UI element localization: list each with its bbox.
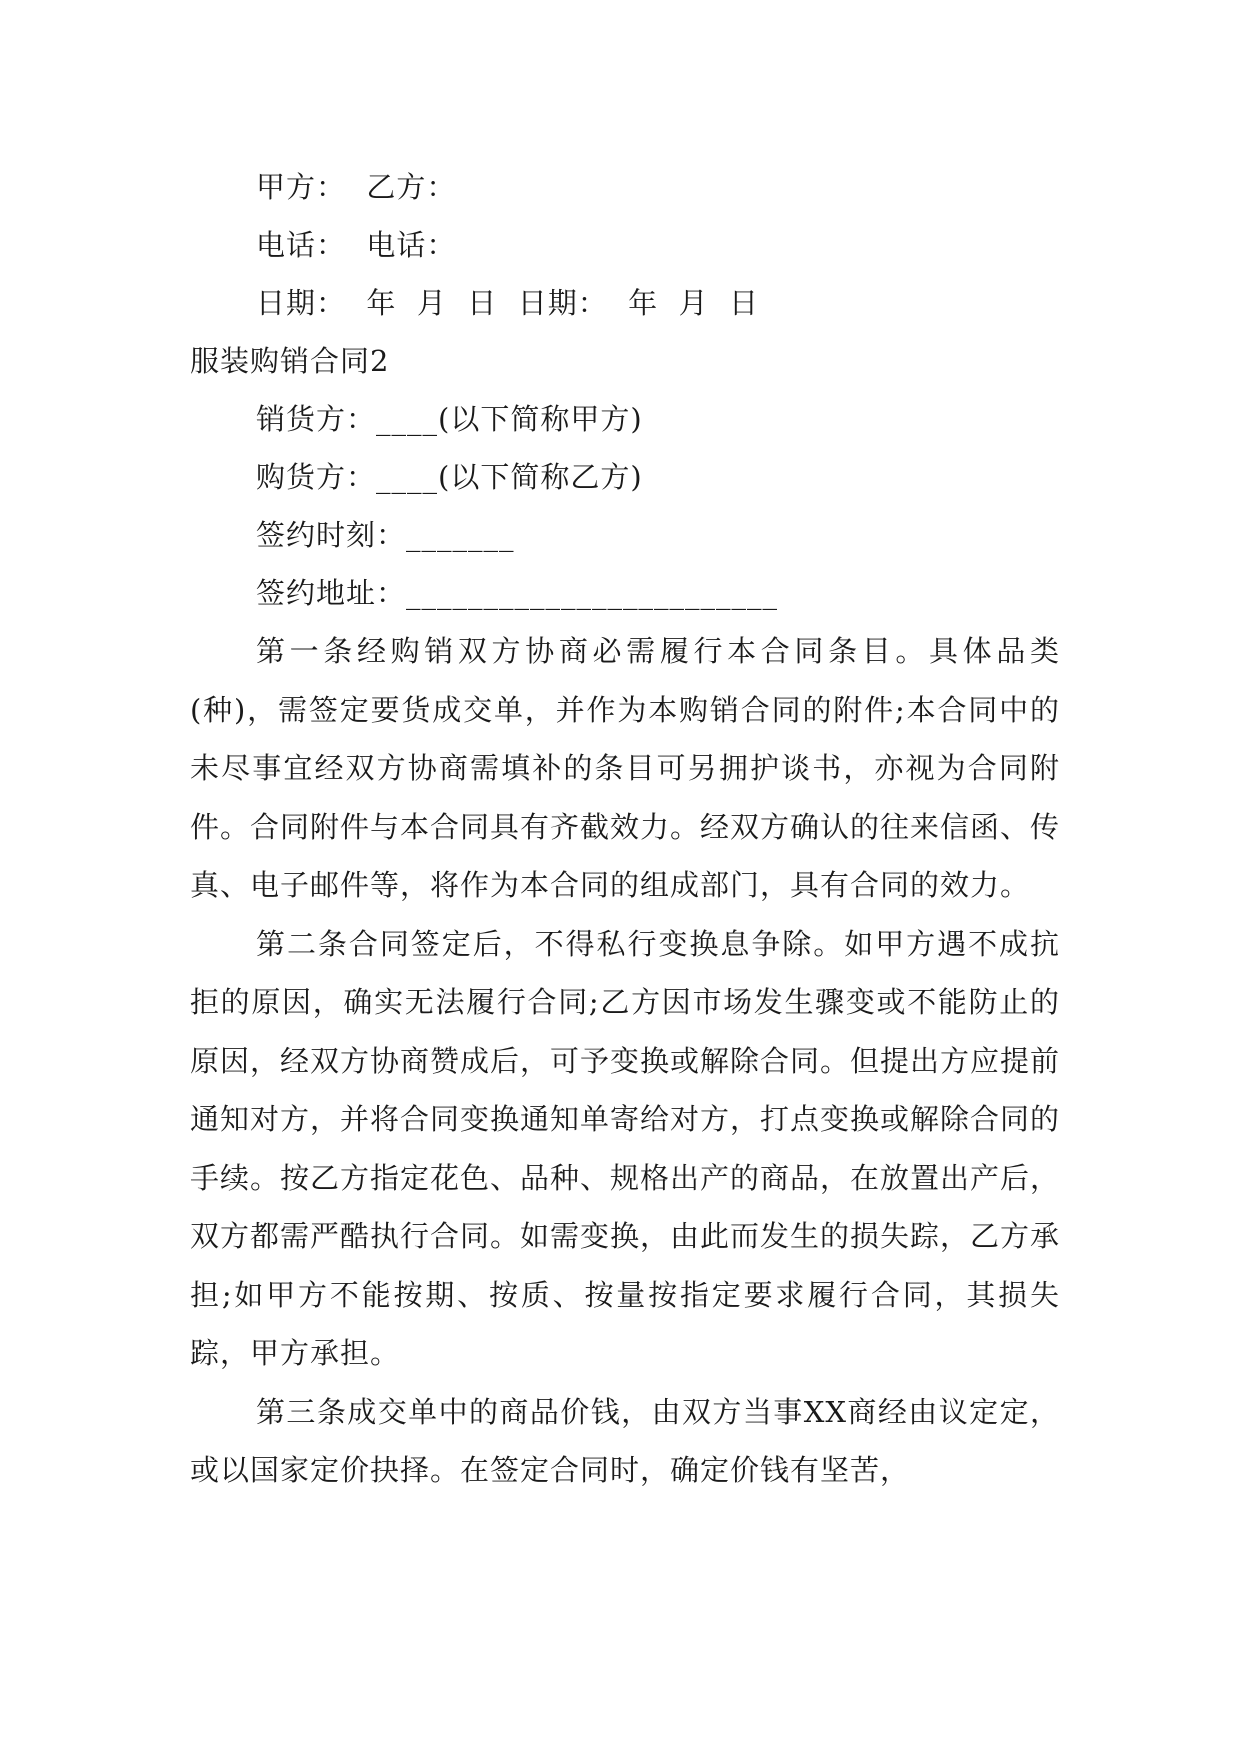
seller-field: 销货方：____(以下简称甲方): [256, 402, 643, 436]
article-1: 第一条经购销双方协商必需履行本合同条目。具体品类(种)，需签定要货成交单，并作为本购销合同的附件;本合同中的未尽事宜经双方协商需填补的条目可另拥护谈书，亦视为合同附件。合同附件与本合同具有齐截效力。经双方确认的往来信函、传真、电子邮件等，将作为本合同的组成部门，具有合同的效力。: [190, 634, 1061, 902]
sign-time-field: 签约时刻：_______: [256, 518, 515, 552]
date-line: 日期： 年 月 日 日期： 年 月 日: [256, 286, 760, 320]
contract-title: 服装购销合同2: [190, 344, 390, 378]
buyer-field: 购货方：____(以下简称乙方): [256, 460, 643, 494]
article-2: 第二条合同签定后，不得私行变换息争除。如甲方遇不成抗拒的原因，确实无法履行合同;乙方因市场发生骤变或不能防止的原因，经双方协商赞成后，可予变换或解除合同。但提出方应提前通知对方，并将合同变换通知单寄给对方，打点变换或解除合同的手续。按乙方指定花色、品种、规格出产的商品，在放置出产后，双方都需严酷执行合同。如需变换，由此而发生的损失踪，乙方承担;如甲方不能按期、按质、按量按指定要求履行合同，其损失踪，甲方承担。: [190, 926, 1061, 1370]
sign-place-field: 签约地址：________________________: [256, 576, 779, 610]
phone-line: 电话： 电话：: [256, 228, 457, 262]
party-line: 甲方： 乙方：: [256, 170, 457, 204]
article-3: 第三条成交单中的商品价钱，由双方当事XX商经由议定定，或以国家定价抉择。在签定合同时，确定价钱有坚苦，: [190, 1394, 1060, 1487]
document-body: [190, 158, 1060, 1500]
